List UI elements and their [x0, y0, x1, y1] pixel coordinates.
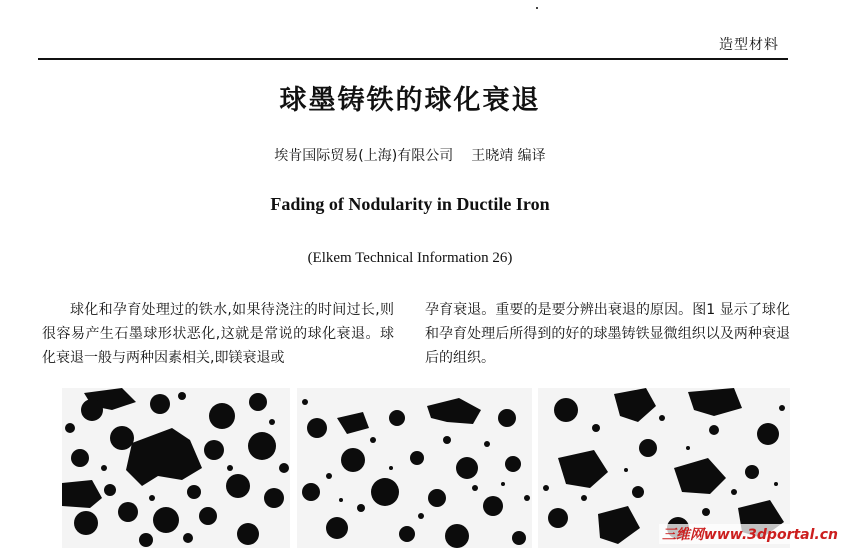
- article-title-en: Fading of Nodularity in Ductile Iron: [270, 194, 550, 214]
- body-column-right: 孕育衰退。重要的是要分辨出衰退的原因。图1 显示了球化和孕育处理后所得到的好的球墨铸铁显微组织以及两种衰退后的组织。: [425, 302, 790, 366]
- scan-speck: [536, 7, 538, 9]
- site-watermark: 三维网www.3dportal.cn: [659, 524, 841, 544]
- byline-organization: 埃肯国际贸易(上海)有限公司: [274, 148, 454, 164]
- byline-translator: 王晓靖 编译: [471, 148, 546, 164]
- article-subtitle-en: (Elkem Technical Information 26): [307, 250, 513, 266]
- article-title-cn: 球墨铸铁的球化衰退: [279, 85, 541, 116]
- header-rule: [38, 58, 788, 60]
- byline: [0, 145, 820, 165]
- body-column-left: 球化和孕育处理过的铁水,如果待浇注的时间过长,则很容易产生石墨球形状恶化,这就是常说的球化衰退。球化衰退一般与两种因素相关,即镁衰退或: [42, 302, 394, 366]
- good-nodularity-micrograph: [62, 388, 290, 548]
- magnesium-fade-micrograph: [297, 388, 532, 548]
- section-label: 造型材料: [719, 37, 779, 53]
